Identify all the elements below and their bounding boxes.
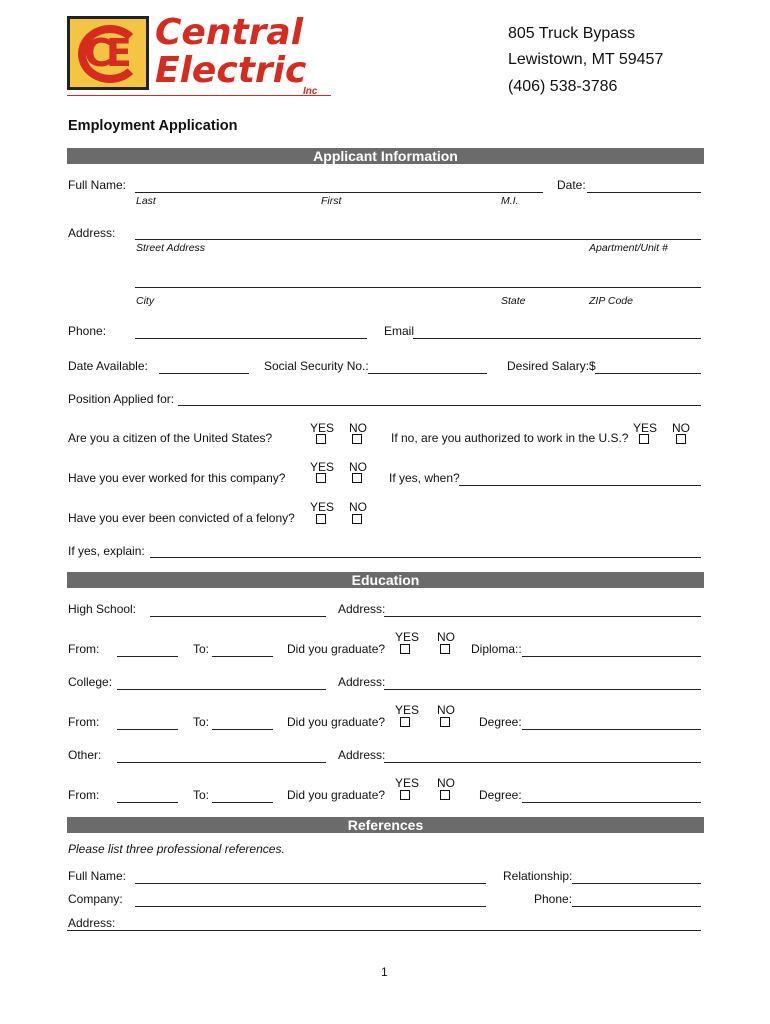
other-graduate-no-checkbox[interactable] <box>440 790 450 800</box>
desired-salary-label: Desired Salary:$ <box>507 359 596 373</box>
felony-question: Have you ever been convicted of a felony? <box>68 511 295 525</box>
no-label: NO <box>437 630 455 644</box>
street-caption: Street Address <box>136 242 206 254</box>
college-graduate-question: Did you graduate? <box>287 715 386 729</box>
company-address-line2: Lewistown, MT 59457 <box>508 51 664 68</box>
other-address-field[interactable] <box>384 762 701 763</box>
ref-address-field[interactable] <box>67 930 701 931</box>
full-name-field[interactable] <box>135 192 543 193</box>
date-available-field[interactable] <box>159 373 249 374</box>
apt-caption: Apartment/Unit # <box>589 242 668 254</box>
hs-graduate-no-checkbox[interactable] <box>440 644 450 654</box>
first-caption: First <box>321 195 342 207</box>
references-note: Please list three professional references. <box>68 842 285 856</box>
phone-label: Phone: <box>68 324 107 338</box>
ref-address-label: Address: <box>68 916 116 930</box>
other-graduate-question: Did you graduate? <box>287 788 386 802</box>
desired-salary-field[interactable] <box>595 373 701 374</box>
ssn-label: Social Security No.: <box>264 359 369 373</box>
company-address-line1: 805 Truck Bypass <box>508 25 636 42</box>
ref-relationship-label: Relationship: <box>503 869 573 883</box>
address-label: Address: <box>68 226 116 240</box>
ref-full-name-field[interactable] <box>135 883 486 884</box>
ref-company-field[interactable] <box>135 906 486 907</box>
other-from-field[interactable] <box>117 802 178 803</box>
logo-text-line1: Central <box>155 12 304 53</box>
other-degree-label: Degree: <box>479 788 522 802</box>
other-to-label: To: <box>193 788 210 802</box>
college-graduate-no-checkbox[interactable] <box>440 717 450 727</box>
yes-label: YES <box>395 776 420 790</box>
hs-from-label: From: <box>68 642 100 656</box>
other-address-label: Address: <box>338 748 386 762</box>
other-degree-field[interactable] <box>522 802 701 803</box>
yes-label: YES <box>395 703 420 717</box>
high-school-label: High School: <box>68 602 137 616</box>
ref-phone-field[interactable] <box>572 906 701 907</box>
page-number: 1 <box>381 965 388 979</box>
college-degree-label: Degree: <box>479 715 522 729</box>
when-field[interactable] <box>459 485 701 486</box>
hs-graduate-question: Did you graduate? <box>287 642 386 656</box>
worked-question: Have you ever worked for this company? <box>68 471 286 485</box>
section-header-references: References <box>67 817 704 833</box>
no-label: NO <box>349 460 367 474</box>
college-address-label: Address: <box>338 675 386 689</box>
logo-mark: CE <box>67 16 149 90</box>
full-name-label: Full Name: <box>68 178 127 192</box>
hs-from-field[interactable] <box>117 656 178 657</box>
worked-yes-checkbox[interactable] <box>316 473 326 483</box>
section-header-applicant: Applicant Information <box>67 148 704 164</box>
college-graduate-yes-checkbox[interactable] <box>400 717 410 727</box>
diploma-label: Diploma:: <box>471 642 522 656</box>
hs-address-label: Address: <box>338 602 386 616</box>
yes-label: YES <box>310 421 335 435</box>
diploma-field[interactable] <box>522 656 701 657</box>
mi-caption: M.I. <box>501 195 519 207</box>
section-header-education: Education <box>67 572 704 588</box>
yes-label: YES <box>633 421 658 435</box>
ref-relationship-field[interactable] <box>572 883 701 884</box>
date-available-label: Date Available: <box>68 359 148 373</box>
authorized-question: If no, are you authorized to work in the U.S.? <box>391 431 629 445</box>
hs-to-field[interactable] <box>212 656 273 657</box>
other-to-field[interactable] <box>212 802 273 803</box>
position-field[interactable] <box>178 405 701 406</box>
other-field[interactable] <box>117 762 326 763</box>
other-from-label: From: <box>68 788 100 802</box>
no-label: NO <box>672 421 690 435</box>
last-caption: Last <box>136 195 156 207</box>
no-label: NO <box>349 500 367 514</box>
state-caption: State <box>501 295 526 307</box>
ref-phone-label: Phone: <box>534 892 573 906</box>
felony-yes-checkbox[interactable] <box>316 514 326 524</box>
college-address-field[interactable] <box>384 689 701 690</box>
college-from-label: From: <box>68 715 100 729</box>
citizen-no-checkbox[interactable] <box>352 434 362 444</box>
college-label: College: <box>68 675 113 689</box>
felony-no-checkbox[interactable] <box>352 514 362 524</box>
date-field[interactable] <box>587 192 701 193</box>
no-label: NO <box>437 776 455 790</box>
other-graduate-yes-checkbox[interactable] <box>400 790 410 800</box>
logo-text-line2: Electric <box>155 50 307 91</box>
authorized-yes-checkbox[interactable] <box>639 434 649 444</box>
ref-full-name-label: Full Name: <box>68 869 127 883</box>
city-caption: City <box>136 295 155 307</box>
hs-graduate-yes-checkbox[interactable] <box>400 644 410 654</box>
explain-label: If yes, explain: <box>68 544 145 558</box>
no-label: NO <box>437 703 455 717</box>
hs-address-field[interactable] <box>384 616 701 617</box>
yes-label: YES <box>310 500 335 514</box>
worked-no-checkbox[interactable] <box>352 473 362 483</box>
authorized-no-checkbox[interactable] <box>676 434 686 444</box>
citizen-question: Are you a citizen of the United States? <box>68 431 273 445</box>
zip-caption: ZIP Code <box>589 295 633 307</box>
hs-to-label: To: <box>193 642 210 656</box>
page-title: Employment Application <box>68 118 238 134</box>
no-label: NO <box>349 421 367 435</box>
citizen-yes-checkbox[interactable] <box>316 434 326 444</box>
phone-field[interactable] <box>135 338 367 339</box>
company-logo <box>67 12 337 98</box>
college-field[interactable] <box>117 689 326 690</box>
date-label: Date: <box>557 178 586 192</box>
yes-label: YES <box>395 630 420 644</box>
company-phone: (406) 538-3786 <box>508 78 618 95</box>
when-label: If yes, when? <box>389 471 460 485</box>
explain-field[interactable] <box>150 557 701 558</box>
city-state-zip-field[interactable] <box>135 287 701 288</box>
email-field[interactable] <box>413 338 701 339</box>
position-label: Position Applied for: <box>68 392 175 406</box>
high-school-field[interactable] <box>150 616 326 617</box>
street-address-field[interactable] <box>135 239 701 240</box>
logo-text-suffix: Inc <box>303 86 318 97</box>
college-from-field[interactable] <box>117 729 178 730</box>
ssn-field[interactable] <box>368 373 487 374</box>
ref-company-label: Company: <box>68 892 123 906</box>
college-to-field[interactable] <box>212 729 273 730</box>
other-label: Other: <box>68 748 102 762</box>
email-label: Email <box>384 324 415 338</box>
college-degree-field[interactable] <box>522 729 701 730</box>
college-to-label: To: <box>193 715 210 729</box>
yes-label: YES <box>310 460 335 474</box>
